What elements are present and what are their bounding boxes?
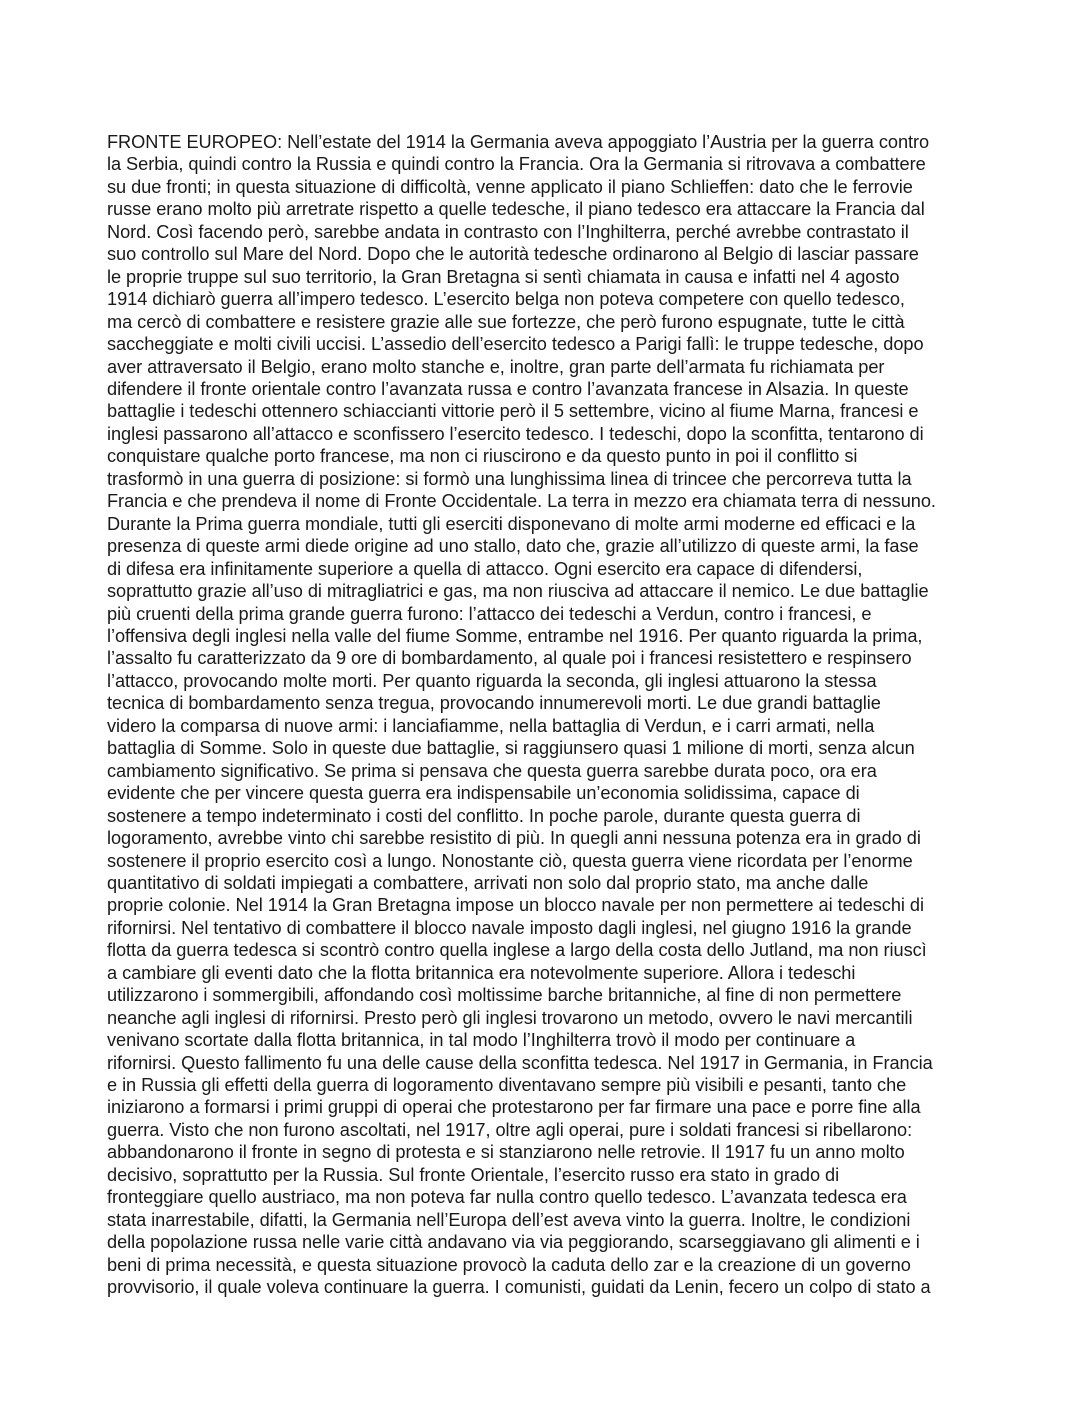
- text-line: tecnica di bombardamento senza tregua, provocando innumerevoli morti. Le due grandi battaglie: [107, 693, 881, 714]
- text-line: l’assalto fu caratterizzato da 9 ore di bombardamento, al quale poi i francesi resistettero e respinsero: [107, 648, 912, 669]
- text-line: aver attraversato il Belgio, erano molto stanche e, inoltre, gran parte dell’armata fu richiamata per: [107, 356, 885, 377]
- text-line: presenza di queste armi diede origine ad uno stallo, dato che, grazie all’utilizzo di queste armi, la fase: [107, 536, 919, 557]
- text-line: difendere il fronte orientale contro l’avanzata russa e contro l’avanzata francese in Alsazia. In queste: [107, 378, 909, 399]
- text-line: Durante la Prima guerra mondiale, tutti gli eserciti disponevano di molte armi moderne ed efficaci e la: [107, 513, 916, 534]
- text-line: russe erano molto più arretrate rispetto a quelle tedesche, il piano tedesco era attaccare la Francia dal: [107, 199, 925, 220]
- text-line: evidente che per vincere questa guerra era indispensabile un’economia solidissima, capace di: [107, 783, 860, 804]
- text-line: quantitativo di soldati impiegati a combattere, arrivati non solo dal proprio stato, ma anche dalle: [107, 872, 869, 893]
- text-line: utilizzarono i sommergibili, affondando così moltissime barche britanniche, al fine di non permettere: [107, 985, 902, 1006]
- text-line: a cambiare gli eventi dato che la flotta britannica era notevolmente superiore. Allora i tedeschi: [107, 962, 856, 983]
- text-line: rifornirsi. Nel tentativo di combattere il blocco navale imposto dagli inglesi, nel giugno 1916 la grande: [107, 917, 912, 938]
- text-line: saccheggiate e molti civili uccisi. L’assedio dell’esercito tedesco a Parigi fallì: le truppe tedesche, dopo: [107, 334, 924, 355]
- text-line: sostenere il proprio esercito così a lungo. Nonostante ciò, questa guerra viene ricordata per l’enorme: [107, 850, 913, 871]
- text-line: stata inarrestabile, difatti, la Germania nell’Europa dell’est aveva vinto la guerra. Inoltre, le condizioni: [107, 1209, 911, 1230]
- text-line: le proprie truppe sul suo territorio, la Gran Bretagna si sentì chiamata in causa e infatti nel 4 agosto: [107, 266, 900, 287]
- text-line: suo controllo sul Mare del Nord. Dopo che le autorità tedesche ordinarono al Belgio di lasciar passare: [107, 244, 919, 265]
- text-line: battaglia di Somme. Solo in queste due battaglie, si raggiunsero quasi 1 milione di morti, senza alcun: [107, 738, 915, 759]
- text-line: conquistare qualche porto francese, ma non ci riuscirono e da questo punto in poi il conflitto si: [107, 446, 858, 467]
- text-line: su due fronti; in questa situazione di difficoltà, venne applicato il piano Schlieffen: dato che le ferrovie: [107, 176, 913, 197]
- text-line: inglesi passarono all’attacco e sconfissero l’esercito tedesco. I tedeschi, dopo la sconfitta, tentarono di: [107, 423, 924, 444]
- text-line: venivano scortate dalla flotta britannica, in tal modo l’Inghilterra trovò il modo per continuare a: [107, 1030, 856, 1051]
- text-line: provvisorio, il quale voleva continuare la guerra. I comunisti, guidati da Lenin, fecero un colpo di stato a: [107, 1277, 931, 1298]
- text-line: della popolazione russa nelle varie città andavano via via peggiorando, scarseggiavano gli alimenti e i: [107, 1232, 920, 1253]
- text-line: Nord. Così facendo però, sarebbe andata in contrasto con l’Inghilterra, perché avrebbe contrastato il: [107, 221, 909, 242]
- text-line: ma cercò di combattere e resistere grazie alle sue fortezze, che però furono espugnate, tutte le città: [107, 311, 905, 332]
- text-line: FRONTE EUROPEO: Nell’estate del 1914 la Germania aveva appoggiato l’Austria per la guerra contro: [107, 132, 930, 152]
- text-line: rifornirsi. Questo fallimento fu una delle cause della sconfitta tedesca. Nel 1917 in Germania, in Francia: [107, 1052, 933, 1073]
- text-line: di difesa era infinitamente superiore a quella di attacco. Ogni esercito era capace di difendersi,: [107, 558, 863, 579]
- text-line: la Serbia, quindi contro la Russia e quindi contro la Francia. Ora la Germania si ritrovava a combattere: [107, 154, 926, 175]
- text-line: videro la comparsa di nuove armi: i lanciafiamme, nella battaglia di Verdun, e i carri armati, nella: [107, 715, 875, 736]
- text-line: decisivo, soprattutto per la Russia. Sul fronte Orientale, l’esercito russo era stato in grado di: [107, 1164, 840, 1185]
- text-line: fronteggiare quello austriaco, ma non poteva far nulla contro quello tedesco. L’avanzata tedesca era: [107, 1187, 907, 1208]
- text-line: cambiamento significativo. Se prima si pensava che questa guerra sarebbe durata poco, ora era: [107, 760, 877, 781]
- document-body: [107, 131, 979, 1299]
- text-line: logoramento, avrebbe vinto chi sarebbe resistito di più. In quegli anni nessuna potenza era in grado di: [107, 828, 921, 849]
- text-line: 1914 dichiarò guerra all’impero tedesco. L’esercito belga non poteva competere con quello tedesco,: [107, 289, 905, 310]
- text-line: guerra. Visto che non furono ascoltati, nel 1917, oltre agli operai, pure i soldati francesi si ribellarono:: [107, 1119, 913, 1140]
- text-line: iniziarono a formarsi i primi gruppi di operai che protestarono per far firmare una pace e porre fine alla: [107, 1097, 921, 1118]
- text-line: e in Russia gli effetti della guerra di logoramento diventavano sempre più visibili e pesanti, tanto che: [107, 1075, 907, 1096]
- text-line: neanche agli inglesi di rifornirsi. Presto però gli inglesi trovarono un metodo, ovvero le navi mercantili: [107, 1007, 913, 1028]
- text-line: più cruenti della prima grande guerra furono: l’attacco dei tedeschi a Verdun, contro i francesi, e: [107, 603, 872, 624]
- text-line: Francia e che prendeva il nome di Fronte Occidentale. La terra in mezzo era chiamata terra di nessuno.: [107, 491, 936, 512]
- text-line: l’offensiva degli inglesi nella valle del fiume Somme, entrambe nel 1916. Per quanto riguarda la prima,: [107, 625, 923, 646]
- text-line: beni di prima necessità, e questa situazione provocò la caduta dello zar e la creazione di un governo: [107, 1254, 911, 1275]
- text-line: flotta da guerra tedesca si scontrò contro quella inglese a largo della costa dello Jutland, ma non riuscì: [107, 940, 927, 961]
- text-line: abbandonarono il fronte in segno di protesta e si stanziarono nelle retrovie. Il 1917 fu un anno molto: [107, 1142, 905, 1163]
- text-line: sostenere a tempo indeterminato i costi del conflitto. In poche parole, durante questa guerra di: [107, 805, 861, 826]
- text-line: battaglie i tedeschi ottennero schiaccianti vittorie però il 5 settembre, vicino al fiume Marna, francesi e: [107, 401, 919, 422]
- text-line: trasformò in una guerra di posizione: si formò una lunghissima linea di trincee che percorreva tutta la: [107, 468, 912, 489]
- text-line: soprattutto grazie all’uso di mitragliatrici e gas, ma non riusciva ad attaccare il nemico. Le due battaglie: [107, 581, 929, 602]
- text-line: proprie colonie. Nel 1914 la Gran Bretagna impose un blocco navale per non permettere ai tedeschi di: [107, 895, 924, 916]
- text-line: l’attacco, provocando molte morti. Per quanto riguarda la seconda, gli inglesi attuarono la stessa: [107, 670, 877, 691]
